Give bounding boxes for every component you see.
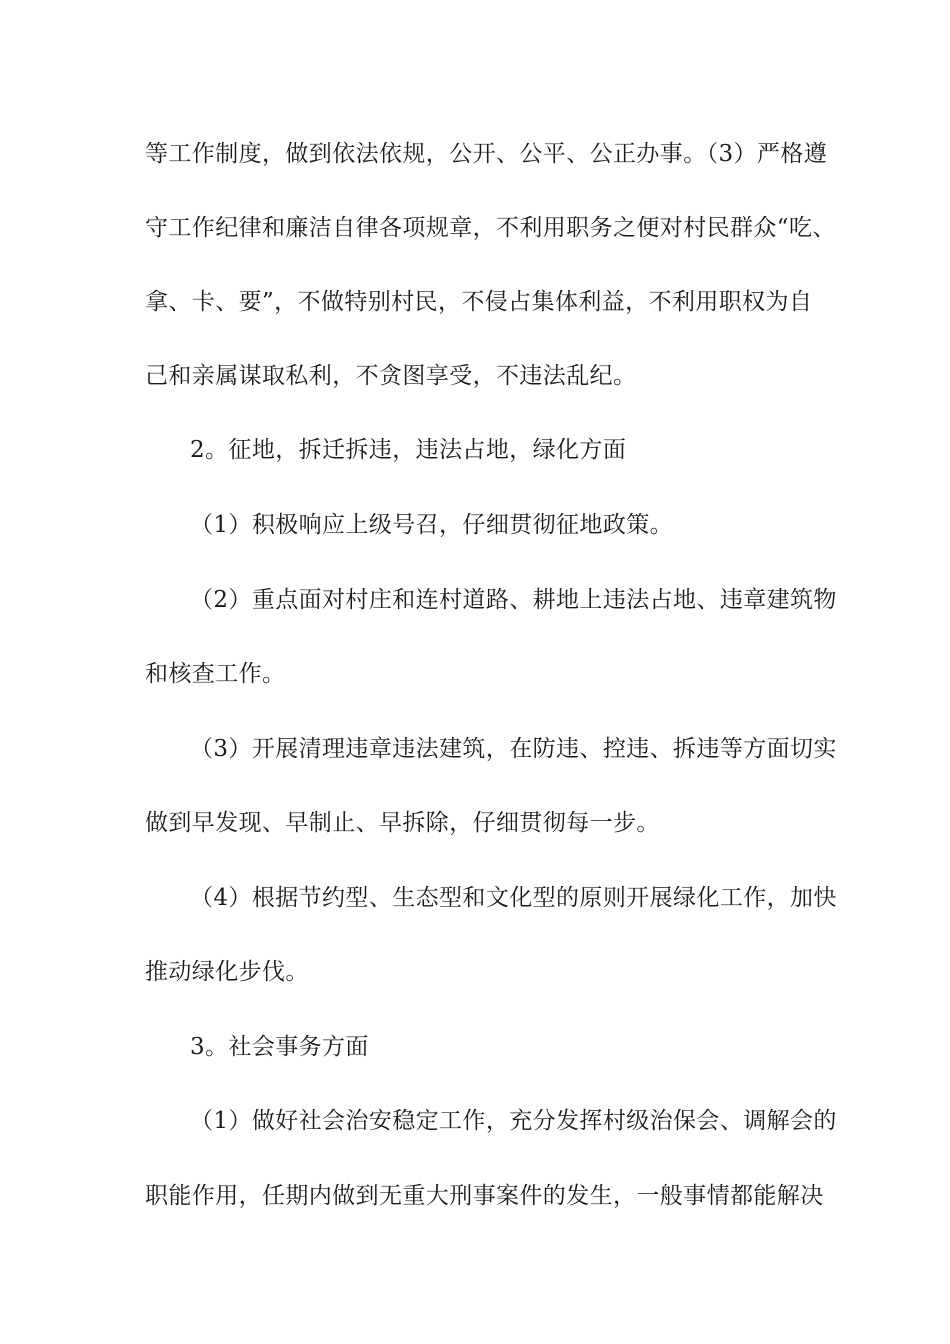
list-item: （2）重点面对村庄和连村道路、耕地上违法占地、违章建筑物: [190, 587, 837, 613]
paragraph-line: 等工作制度，做到依法依规，公开、公平、公正办事。（3）严格遵: [145, 141, 828, 167]
section-heading: 3。社会事务方面: [190, 1034, 369, 1060]
paragraph-line: 守工作纪律和廉洁自律各项规章，不利用职务之便对村民群众“吃、: [145, 215, 836, 241]
section-heading: 2。征地，拆迁拆违，违法占地，绿化方面: [190, 437, 627, 463]
list-item: （4）根据节约型、生态型和文化型的原则开展绿化工作，加快: [190, 885, 837, 911]
paragraph-line: 推动绿化步伐。: [145, 959, 309, 985]
paragraph-line: 拿、卡、要”，不做特别村民，不侵占集体利益，不利用职权为自: [145, 289, 813, 315]
list-item: （1）做好社会治安稳定工作，充分发挥村级治保会、调解会的: [190, 1108, 837, 1134]
paragraph-line: 己和亲属谋取私利，不贪图享受，不违法乱纪。: [145, 363, 637, 389]
paragraph-line: 和核查工作。: [145, 661, 286, 687]
list-item: （3）开展清理违章违法建筑，在防违、控违、拆违等方面切实: [190, 736, 837, 762]
paragraph-line: 职能作用，任期内做到无重大刑事案件的发生，一般事情都能解决: [145, 1183, 824, 1209]
paragraph-line: 做到早发现、早制止、早拆除，仔细贯彻每一步。: [145, 810, 660, 836]
list-item: （1）积极响应上级号召，仔细贯彻征地政策。: [190, 512, 674, 538]
